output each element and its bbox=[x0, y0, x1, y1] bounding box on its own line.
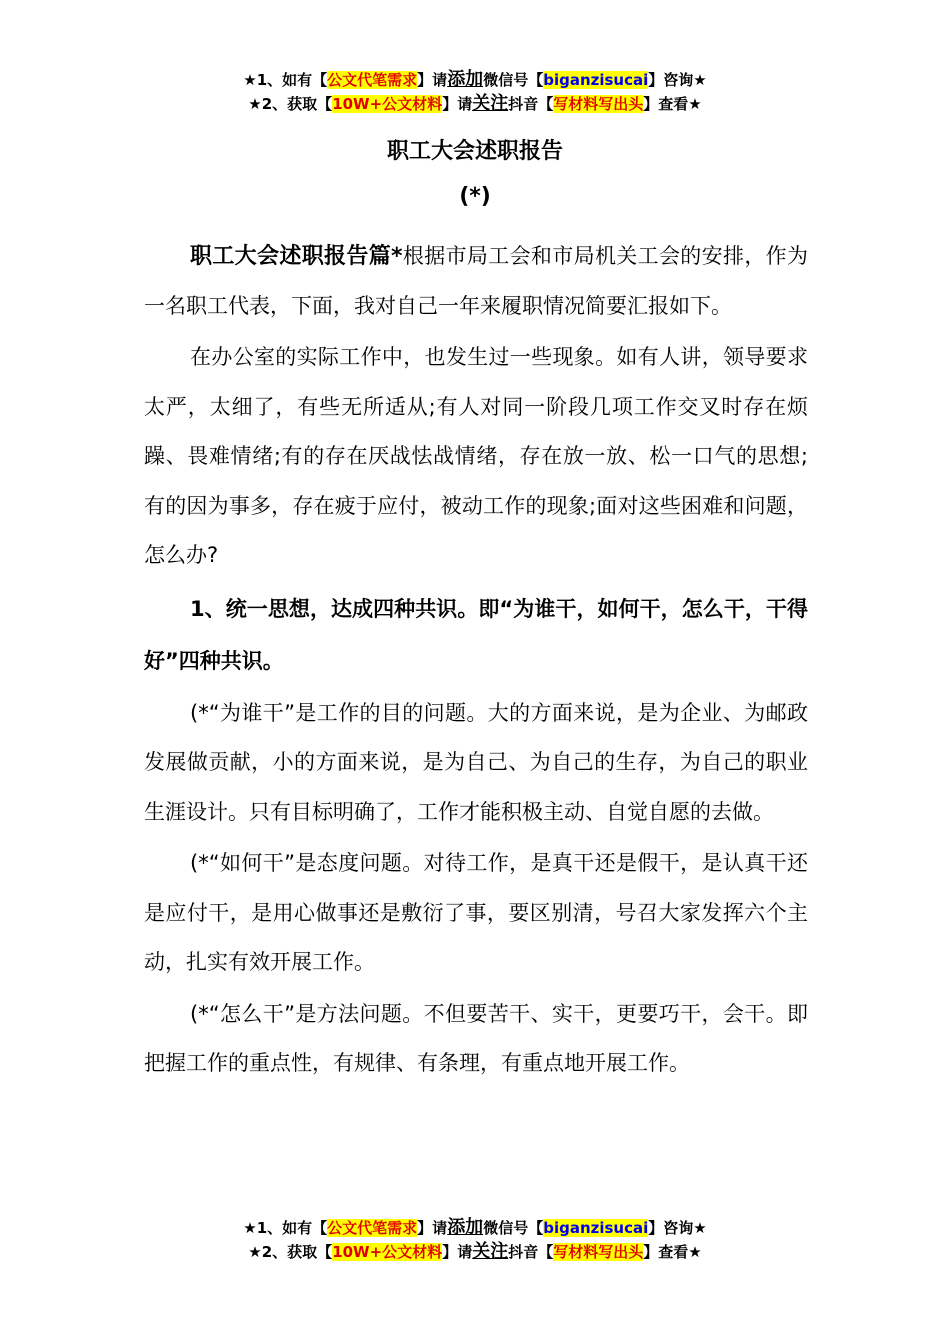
ad-banner-top bbox=[0, 68, 950, 116]
ad-highlight: 10W+公文材料 bbox=[332, 95, 443, 113]
ad-highlight: 公文代笔需求 bbox=[327, 1219, 418, 1237]
ad-wechat-id: biganzisucai bbox=[543, 1219, 649, 1237]
paragraph-lead: 职工大会述职报告篇* bbox=[190, 244, 403, 269]
ad-wechat-id: biganzisucai bbox=[543, 71, 649, 89]
document-subtitle: (*) bbox=[459, 184, 491, 209]
ad-banner-bottom bbox=[0, 1216, 950, 1264]
paragraph: (*“怎么干”是方法问题。不但要苦干、实干，更要巧干，会干。即把握工作的重点性，有规律、有条理，有重点地开展工作。 bbox=[144, 1001, 808, 1075]
ad-highlight: 10W+公文材料 bbox=[332, 1243, 443, 1261]
ad-douyin-id: 写材料写出头 bbox=[553, 95, 644, 113]
ad-line-1: ★1、如有【公文代笔需求】请添加微信号【biganzisucai】咨询★ bbox=[243, 69, 707, 90]
ad-line-2: ★2、获取【10W+公文材料】请关注抖音【写材料写出头】查看★ bbox=[248, 93, 702, 114]
ad-line-1: ★1、如有【公文代笔需求】请添加微信号【biganzisucai】咨询★ bbox=[243, 1217, 707, 1238]
paragraph: 职工大会述职报告篇*根据市局工会和市局机关工会的安排，作为一名职工代表，下面，我对自己一年来履职情况简要汇报如下。 bbox=[144, 244, 808, 318]
ad-douyin-id: 写材料写出头 bbox=[553, 1243, 644, 1261]
section-heading: 1、统一思想，达成四种共识。即“为谁干，如何干，怎么干，干得好”四种共识。 bbox=[144, 596, 808, 673]
ad-highlight: 公文代笔需求 bbox=[327, 71, 418, 89]
document-body bbox=[144, 232, 808, 1091]
document-title: 职工大会述职报告 bbox=[386, 139, 563, 164]
paragraph: 在办公室的实际工作中，也发生过一些现象。如有人讲，领导要求太严，太细了，有些无所适从;有人对同一阶段几项工作交叉时存在烦躁、畏难情绪;有的存在厌战怯战情绪，存在放一放、松一口气的思想;有的因为事多，存在疲于应付，被动工作的现象;面对这些困难和问题，怎么办? bbox=[144, 345, 808, 567]
paragraph: (*“为谁干”是工作的目的问题。大的方面来说，是为企业、为邮政发展做贡献，小的方面来说，是为自己、为自己的生存，为自己的职业生涯设计。只有目标明确了，工作才能积极主动、自觉自愿的去做。 bbox=[144, 700, 808, 824]
ad-line-2: ★2、获取【10W+公文材料】请关注抖音【写材料写出头】查看★ bbox=[248, 1241, 702, 1262]
paragraph: (*“如何干”是态度问题。对待工作，是真干还是假干，是认真干还是应付干，是用心做事还是敷衍了事，要区别清，号召大家发挥六个主动，扎实有效开展工作。 bbox=[144, 851, 808, 974]
